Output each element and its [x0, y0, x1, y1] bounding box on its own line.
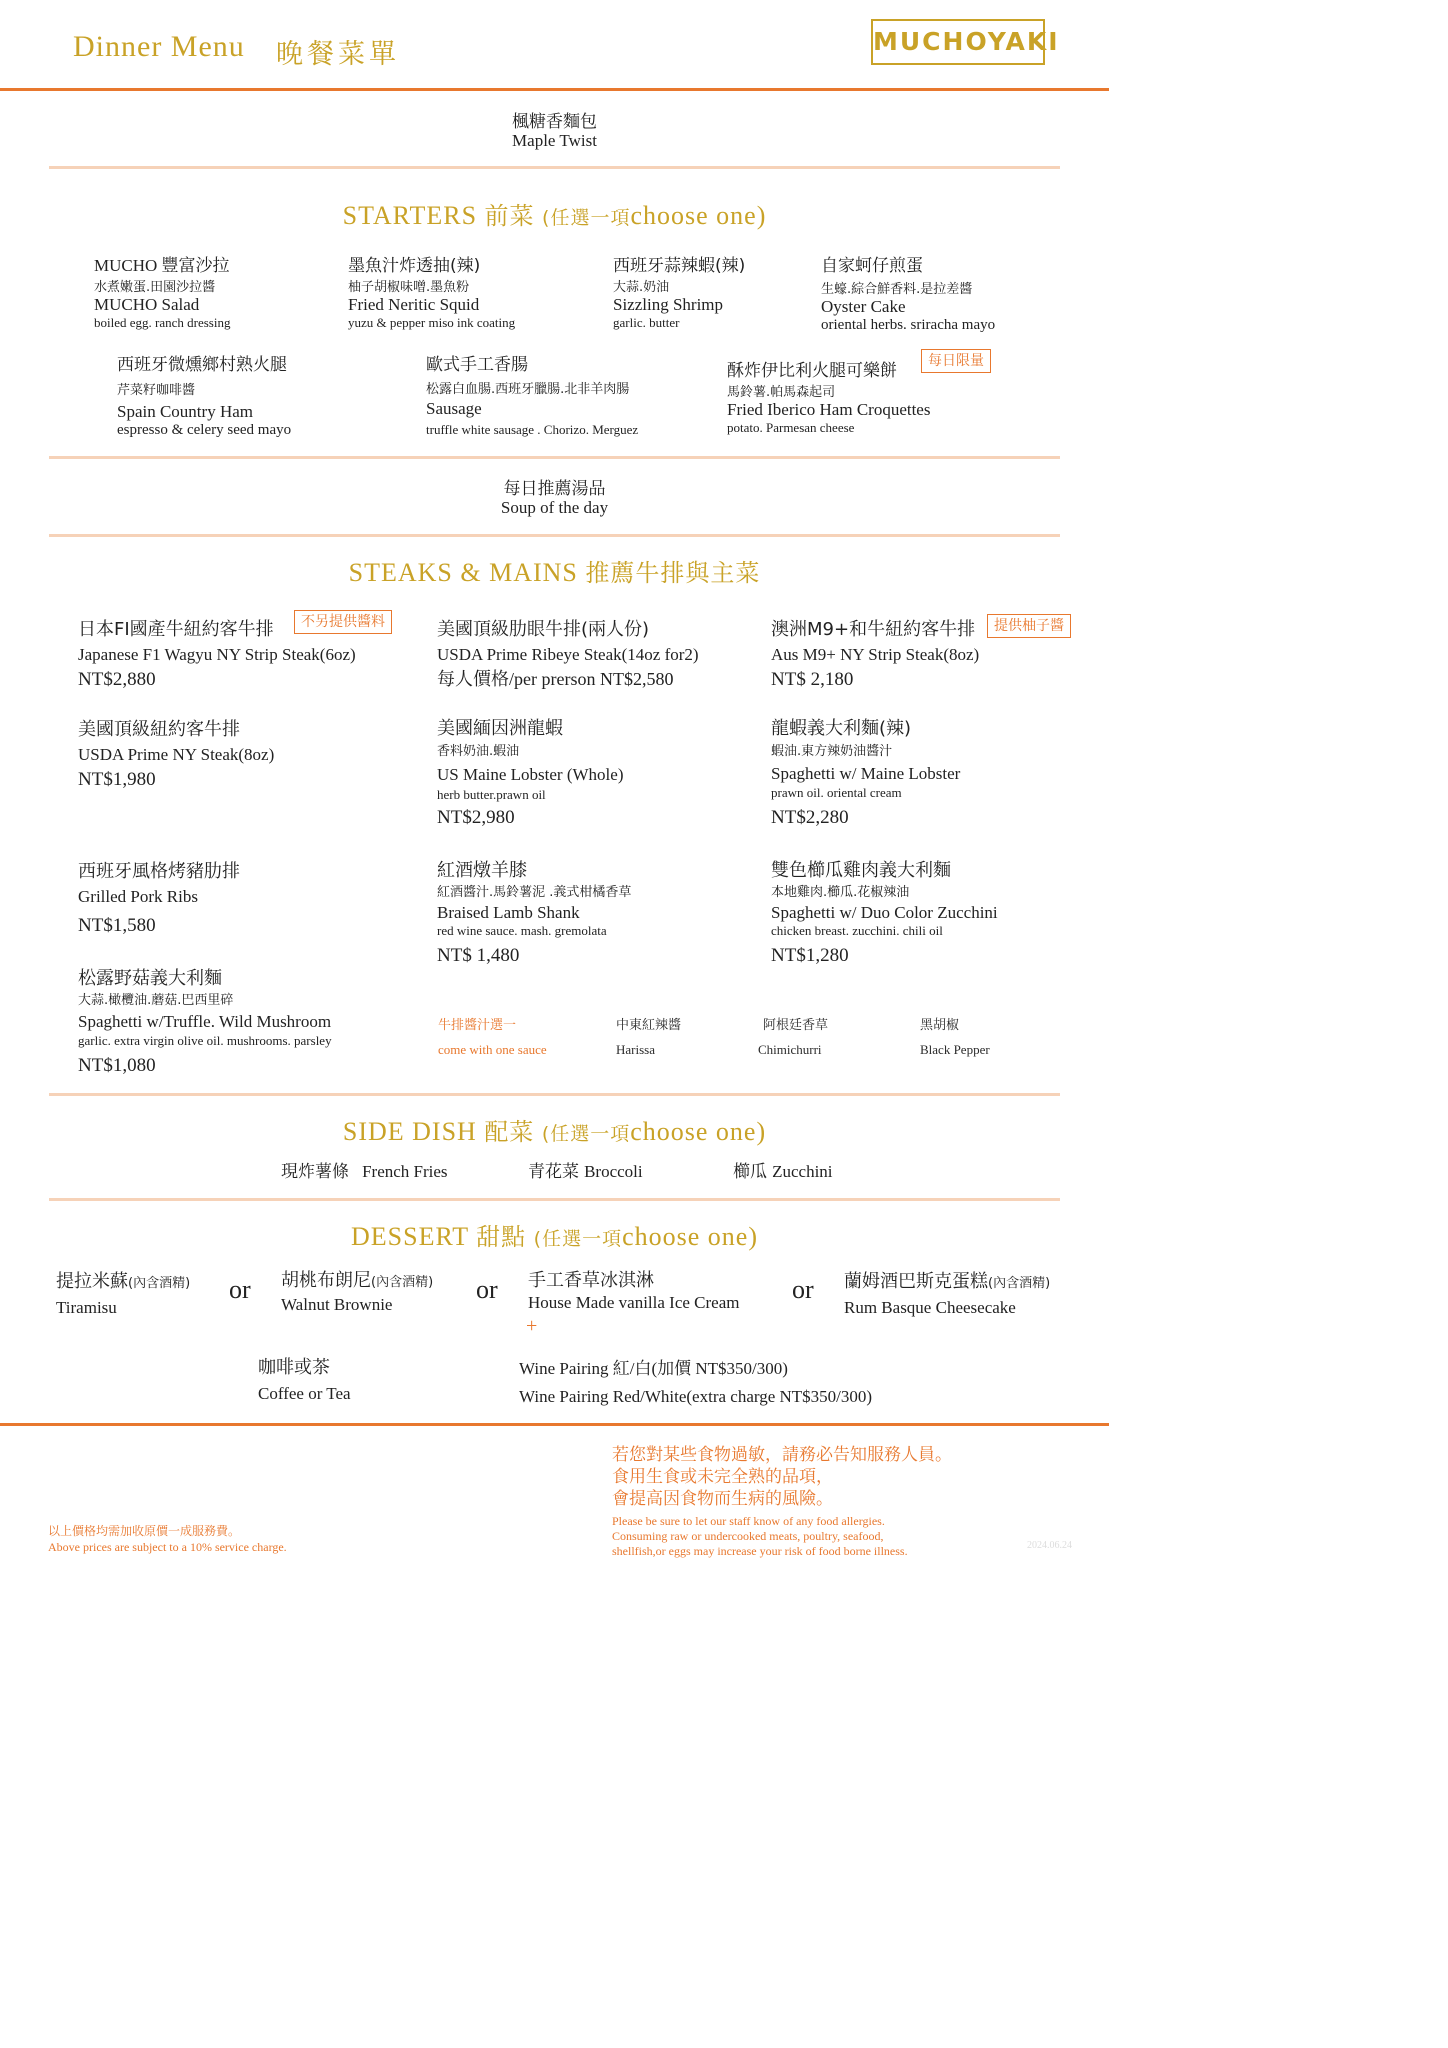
- header-divider: [0, 88, 1109, 91]
- starter-item: [348, 251, 515, 331]
- main-item: [78, 967, 332, 1077]
- item-name-zh: 自家蚵仔煎蛋: [821, 256, 923, 276]
- allergy-zh-line: 若您對某些食物過敏，請務必告知服務人員。: [612, 1445, 952, 1465]
- item-price: NT$1,080: [78, 1055, 156, 1076]
- wine-pairing: [519, 1355, 872, 1411]
- item-name-en: Sausage: [426, 399, 482, 418]
- menu-title-en: Dinner Menu: [73, 30, 245, 63]
- item-name-en: USDA Prime NY Steak(8oz): [78, 745, 275, 764]
- side-name-en: Broccoli: [584, 1162, 643, 1181]
- item-name-zh: 歐式手工香腸: [426, 355, 528, 375]
- item-name-en: Japanese F1 Wagyu NY Strip Steak(6oz): [78, 645, 356, 664]
- side-name-zh: 青花菜: [528, 1162, 579, 1182]
- coffee-name-zh: 咖啡或茶: [258, 1357, 330, 1378]
- item-name-en: Braised Lamb Shank: [437, 903, 580, 922]
- side-item: [281, 1157, 448, 1182]
- item-name-zh: 西班牙蒜辣蝦(辣): [613, 256, 746, 276]
- starters-heading: [0, 196, 1109, 231]
- item-desc-zh: 紅酒醬汁.馬鈴薯泥 .義式柑橘香草: [437, 885, 632, 900]
- main-item: [771, 717, 960, 829]
- item-price: NT$1,580: [78, 915, 156, 936]
- item-desc-en: garlic. butter: [613, 315, 680, 330]
- divider: [49, 1093, 1060, 1096]
- dessert-name-zh: 提拉米蘇: [56, 1271, 128, 1292]
- sauce-option-en: Harissa: [616, 1042, 655, 1057]
- contains-alcohol-note: (內含酒精): [371, 1275, 434, 1290]
- item-name-en: Oyster Cake: [821, 297, 906, 316]
- item-name: MUCHO 豐富沙拉: [94, 256, 230, 275]
- item-name-en: USDA Prime Ribeye Steak(14oz for2): [437, 645, 699, 664]
- item-desc-zh: 本地雞肉.櫛瓜.花椒辣油: [771, 885, 910, 900]
- item-desc-zh: 蝦油.東方辣奶油醬汁: [771, 744, 893, 759]
- item-desc-zh: 香料奶油.蝦油: [437, 744, 520, 759]
- starter-item: [821, 251, 995, 334]
- mains-title-zh: 推薦牛排與主菜: [585, 559, 761, 587]
- item-desc-en: boiled egg. ranch dressing: [94, 315, 231, 330]
- divider: [49, 456, 1060, 459]
- item-desc-zh: 大蒜.奶油: [613, 280, 670, 295]
- dessert-item: [281, 1270, 433, 1316]
- service-charge-zh: 以上價格均需加收原價一成服務費。: [48, 1524, 241, 1538]
- item-desc-zh: 馬鈴薯.帕馬森起司: [727, 385, 836, 400]
- item-desc-en: potato. Parmesan cheese: [727, 420, 855, 435]
- item-desc-zh: 水煮嫩蛋.田園沙拉醬: [94, 280, 216, 295]
- item-desc-zh: 柚子胡椒味噌.墨魚粉: [348, 280, 470, 295]
- item-name-en: Grilled Pork Ribs: [78, 887, 198, 906]
- item-name-en: Spain Country Ham: [117, 402, 253, 421]
- main-item: [78, 717, 274, 792]
- item-price: NT$2,880: [78, 669, 156, 690]
- side-item: [733, 1157, 833, 1182]
- or-separator: or: [476, 1275, 498, 1304]
- main-item: [78, 859, 240, 938]
- starter-item: [426, 350, 638, 438]
- starters-choose-zh: (任選一項: [542, 207, 631, 229]
- divider: [49, 534, 1060, 537]
- dessert-item: [56, 1270, 190, 1320]
- item-desc-en: oriental herbs. sriracha mayo: [821, 317, 996, 333]
- item-name-zh: 西班牙風格烤豬肋排: [78, 861, 240, 882]
- sauce-label-zh: 牛排醬汁選一: [438, 1018, 517, 1033]
- item-name-zh: 美國緬因洲龍蝦: [437, 718, 563, 739]
- coffee-name-en: Coffee or Tea: [258, 1384, 351, 1403]
- item-desc-en: herb butter.prawn oil: [437, 787, 546, 802]
- dessert-name-zh: 蘭姆酒巴斯克蛋糕: [844, 1271, 988, 1292]
- item-name-en: Sizzling Shrimp: [613, 295, 724, 314]
- item-name-zh: 松露野菇義大利麵: [78, 968, 222, 989]
- item-name-en: Spaghetti w/ Maine Lobster: [771, 764, 961, 783]
- service-charge-notice: [48, 1523, 287, 1555]
- service-charge-en: Above prices are subject to a 10% service charge.: [48, 1540, 287, 1554]
- soup-name-en: Soup of the day: [500, 498, 609, 517]
- item-desc-en: red wine sauce. mash. gremolata: [437, 923, 607, 938]
- item-name-en: Aus M9+ NY Strip Steak(8oz): [771, 645, 980, 664]
- dessert-choose-zh: (任選一項: [533, 1228, 623, 1250]
- dessert-name-zh: 手工香草冰淇淋: [528, 1270, 654, 1291]
- main-item: [771, 859, 998, 967]
- item-name-zh: 雙色櫛瓜雞肉義大利麵: [771, 860, 951, 881]
- allergy-zh-line: 食用生食或未完全熟的品項，: [612, 1467, 833, 1487]
- limited-daily-badge: 每日限量: [921, 349, 991, 373]
- brand-logo: MUCHOYAKI: [871, 19, 1045, 65]
- item-price: NT$1,980: [78, 769, 156, 790]
- item-price: 每人價格/per prerson NT$2,580: [437, 669, 674, 689]
- dessert-title-zh: 甜點: [476, 1223, 527, 1251]
- mains-title-en: STEAKS & MAINS: [348, 558, 578, 587]
- item-name-zh: 西班牙微燻鄉村熟火腿: [117, 355, 287, 375]
- dessert-name-zh: 胡桃布朗尼: [281, 1270, 371, 1291]
- side-choose-zh: (任選一項: [541, 1123, 631, 1145]
- item-name-zh: 美國頂級肋眼牛排(兩人份): [437, 619, 650, 640]
- allergy-en-line: Consuming raw or undercooked meats, poultry, seafood,: [612, 1529, 884, 1543]
- item-name-en: Fried Neritic Squid: [348, 295, 480, 314]
- item-price: NT$ 1,480: [437, 945, 520, 966]
- item-desc-zh: 生蠔.綜合鮮香料.是拉差醬: [821, 282, 973, 297]
- plus-icon: +: [526, 1315, 538, 1337]
- item-desc-zh: 芹菜籽咖啡醬: [117, 383, 196, 398]
- dessert-item: [528, 1270, 739, 1314]
- sauce-option-zh: 黑胡椒: [920, 1018, 960, 1033]
- starter-item: [94, 251, 230, 331]
- menu-date: 2024.06.24: [1027, 1540, 1072, 1551]
- item-price: NT$2,980: [437, 807, 515, 828]
- dessert-heading: [0, 1217, 1109, 1252]
- item-name-en: MUCHO Salad: [94, 295, 200, 314]
- item-price: NT$ 2,180: [771, 669, 854, 690]
- side-name-en: French Fries: [362, 1162, 448, 1181]
- starters-choose-en: choose one): [630, 201, 767, 230]
- bread-name-en: Maple Twist: [512, 131, 597, 150]
- item-price: NT$1,280: [771, 945, 849, 966]
- item-name-zh: 墨魚汁炸透抽(辣): [348, 256, 481, 276]
- footer-divider: [0, 1423, 1109, 1426]
- sauce-label-en: come with one sauce: [438, 1042, 547, 1057]
- item-desc-en: truffle white sausage . Chorizo. Merguez: [426, 422, 639, 437]
- wine-pairing-en: Wine Pairing Red/White(extra charge NT$350/300): [519, 1387, 873, 1406]
- mains-heading: [0, 553, 1109, 588]
- menu-title-zh: 晚餐菜單: [276, 39, 400, 70]
- sauce-option-zh: 阿根廷香草: [763, 1018, 829, 1033]
- item-name-zh: 酥炸伊比利火腿可樂餅: [727, 361, 897, 381]
- item-desc-zh: 大蒜.橄欖油.蘑菇.巴西里碎: [78, 993, 234, 1008]
- contains-alcohol-note: (內含酒精): [128, 1276, 191, 1291]
- item-price: NT$2,280: [771, 807, 849, 828]
- contains-alcohol-note: (內含酒精): [988, 1276, 1051, 1291]
- allergy-notice: [612, 1444, 952, 1559]
- side-name-zh: 櫛瓜: [733, 1162, 767, 1182]
- item-desc-en: garlic. extra virgin olive oil. mushrooms. parsley: [78, 1033, 332, 1048]
- sauce-option-en: Black Pepper: [920, 1042, 990, 1057]
- item-name-en: Fried Iberico Ham Croquettes: [727, 400, 931, 419]
- sauce-option-zh: 中東紅辣醬: [616, 1018, 682, 1033]
- dessert-name-en: Rum Basque Cheesecake: [844, 1298, 1016, 1317]
- coffee-tea: [258, 1355, 351, 1407]
- or-separator: or: [792, 1275, 814, 1304]
- item-name-zh: 澳洲M9+和牛紐約客牛排: [771, 619, 976, 640]
- item-name-zh: 紅酒燉羊膝: [437, 860, 527, 881]
- dessert-name-en: House Made vanilla Ice Cream: [528, 1293, 740, 1312]
- dessert-choose-en: choose one): [622, 1222, 758, 1251]
- yuzu-sauce-badge: 提供柚子醬: [987, 614, 1071, 638]
- item-name-en: US Maine Lobster (Whole): [437, 765, 624, 784]
- item-desc-zh: 松露白血腸.西班牙臘腸.北非羊肉腸: [426, 382, 630, 397]
- wine-pairing-zh: Wine Pairing 紅/白(加價 NT$350/300): [519, 1359, 788, 1378]
- side-heading: [0, 1112, 1109, 1147]
- main-item: [437, 717, 623, 829]
- sauce-option-en: Chimichurri: [758, 1042, 822, 1057]
- soup-name-zh: 每日推薦湯品: [503, 479, 606, 499]
- side-title-zh: 配菜: [484, 1118, 535, 1146]
- side-choose-en: choose one): [630, 1117, 767, 1146]
- or-separator: or: [229, 1275, 251, 1304]
- main-item: [771, 617, 979, 692]
- bread-name-zh: 楓糖香麵包: [512, 112, 597, 132]
- item-name-en: Spaghetti w/ Duo Color Zucchini: [771, 903, 998, 922]
- side-item: [528, 1157, 643, 1182]
- allergy-en-line: shellfish,or eggs may increase your risk of food borne illness.: [612, 1544, 908, 1558]
- starter-item: [613, 251, 745, 331]
- side-name-en: Zucchini: [772, 1162, 833, 1181]
- main-item: [437, 617, 699, 692]
- item-name-zh: 龍蝦義大利麵(辣): [771, 718, 912, 739]
- starters-title-en: STARTERS: [342, 201, 478, 230]
- allergy-zh-line: 會提高因食物而生病的風險。: [612, 1489, 833, 1509]
- divider: [49, 166, 1060, 169]
- divider: [49, 1198, 1060, 1201]
- item-name-zh: 美國頂級紐約客牛排: [78, 719, 240, 740]
- main-item: [437, 859, 631, 967]
- item-desc-en: yuzu & pepper miso ink coating: [348, 315, 516, 330]
- side-title-en: SIDE DISH: [342, 1117, 477, 1146]
- side-name-zh: 現炸薯條: [281, 1162, 349, 1182]
- item-name-zh: 日本FI國產牛紐約客牛排: [78, 619, 274, 640]
- item-desc-en: chicken breast. zucchini. chili oil: [771, 923, 943, 938]
- starters-title-zh: 前菜: [484, 202, 535, 230]
- dessert-item: [844, 1270, 1050, 1320]
- item-name-en: Spaghetti w/Truffle. Wild Mushroom: [78, 1012, 332, 1031]
- starter-item: [727, 356, 930, 436]
- dessert-name-en: Walnut Brownie: [281, 1295, 393, 1314]
- item-desc-en: espresso & celery seed mayo: [117, 422, 292, 438]
- dessert-name-en: Tiramisu: [56, 1298, 117, 1317]
- item-desc-en: prawn oil. oriental cream: [771, 785, 902, 800]
- dessert-title-en: DESSERT: [351, 1222, 469, 1251]
- no-sauce-badge: 不另提供醬料: [294, 610, 392, 634]
- starter-item: [117, 350, 291, 439]
- allergy-en-line: Please be sure to let our staff know of any food allergies.: [612, 1514, 885, 1528]
